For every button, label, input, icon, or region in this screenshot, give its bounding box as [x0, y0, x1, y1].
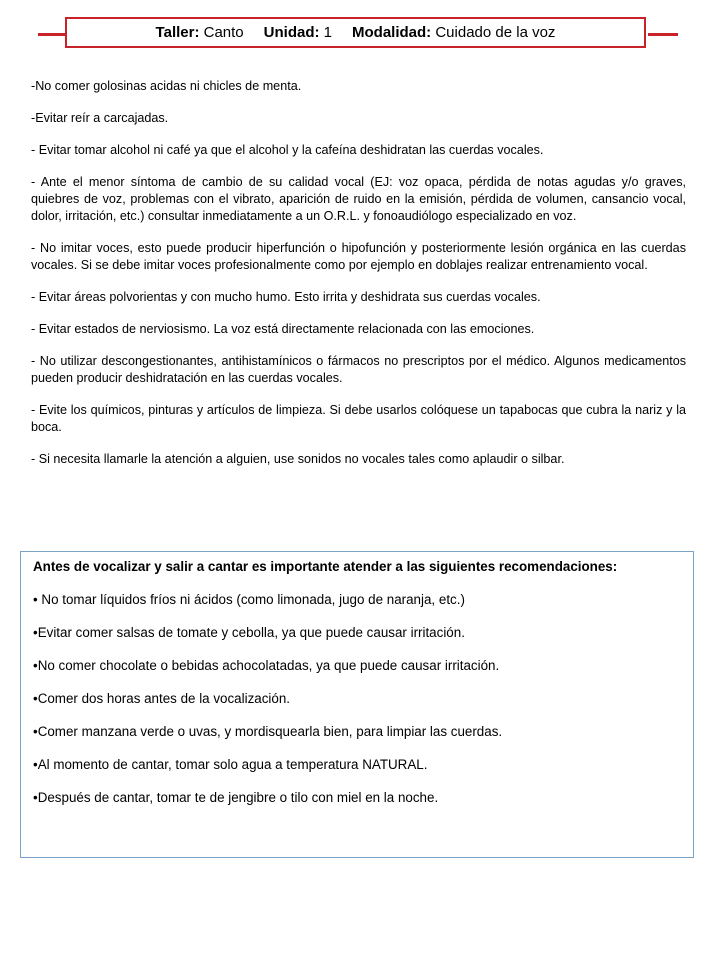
recommendation-item: •Después de cantar, tomar te de jengibre o tilo con miel en la noche. [33, 790, 439, 805]
rule-item: - Evite los químicos, pinturas y artículos de limpieza. Si debe usarlos colóquese un tapabocas que cubra la nariz y la boca. [31, 403, 686, 434]
rule-item: - Evitar estados de nerviosismo. La voz está directamente relacionada con las emociones. [31, 322, 535, 336]
unidad-label: Unidad: [263, 24, 320, 41]
recommendation-item: •No comer chocolate o bebidas achocolatadas, ya que puede causar irritación. [33, 658, 500, 673]
header-box [65, 17, 646, 48]
rule-item: - Ante el menor síntoma de cambio de su calidad vocal (EJ: voz opaca, pérdida de notas agudas y/o graves, quiebres de voz, problemas con el vibrato, aparición de ruido en la emisión, pérdida de volumen, cansancio vocal, dolor, irritación, etc.) consultar inmediatamente a un O.R.L. y fonoaudiólogo especializado en voz. [31, 175, 686, 223]
recommendation-item: •Comer dos horas antes de la vocalización. [33, 691, 291, 706]
rule-item: - Evitar tomar alcohol ni café ya que el alcohol y la cafeína deshidratan las cuerdas vocales. [31, 143, 544, 157]
recommendations-title: Antes de vocalizar y salir a cantar es importante atender a las siguientes recomendaciones: [33, 559, 618, 574]
header-rule-right [648, 33, 678, 36]
unidad-value: 1 [323, 24, 332, 41]
modalidad-value: Cuidado de la voz [435, 24, 556, 41]
recommendation-item: •Evitar comer salsas de tomate y cebolla, ya que puede causar irritación. [33, 625, 465, 640]
modalidad-label: Modalidad: [352, 24, 432, 41]
rule-item: - Si necesita llamarle la atención a alguien, use sonidos no vocales tales como aplaudir o silbar. [31, 452, 565, 466]
rule-item: - No utilizar descongestionantes, antihistamínicos o fármacos no prescriptos por el médico. Algunos medicamentos pueden producir deshidratación en las cuerdas vocales. [31, 354, 686, 385]
recommendation-item: •Al momento de cantar, tomar solo agua a temperatura NATURAL. [33, 757, 428, 772]
recommendation-item: •Comer manzana verde o uvas, y mordisquearla bien, para limpiar las cuerdas. [33, 724, 503, 739]
recommendations-box [20, 551, 694, 858]
recommendation-item: • No tomar líquidos fríos ni ácidos (como limonada, jugo de naranja, etc.) [33, 592, 465, 607]
rule-item: - Evitar áreas polvorientas y con mucho humo. Esto irrita y deshidrata sus cuerdas vocales. [31, 290, 541, 304]
taller-value: Canto [203, 24, 244, 41]
rule-item: -Evitar reír a carcajadas. [31, 111, 169, 125]
rule-item: - No imitar voces, esto puede producir hiperfunción o hipofunción y posteriormente lesión orgánica en las cuerdas vocales. Si se debe imitar voces profesionalmente como por ejemplo en doblajes realizar entrenamiento vocal. [31, 241, 686, 272]
care-rules-list [31, 78, 686, 483]
header-rule-left [38, 33, 66, 36]
taller-label: Taller: [155, 24, 200, 41]
rule-item: -No comer golosinas acidas ni chicles de menta. [31, 79, 302, 93]
